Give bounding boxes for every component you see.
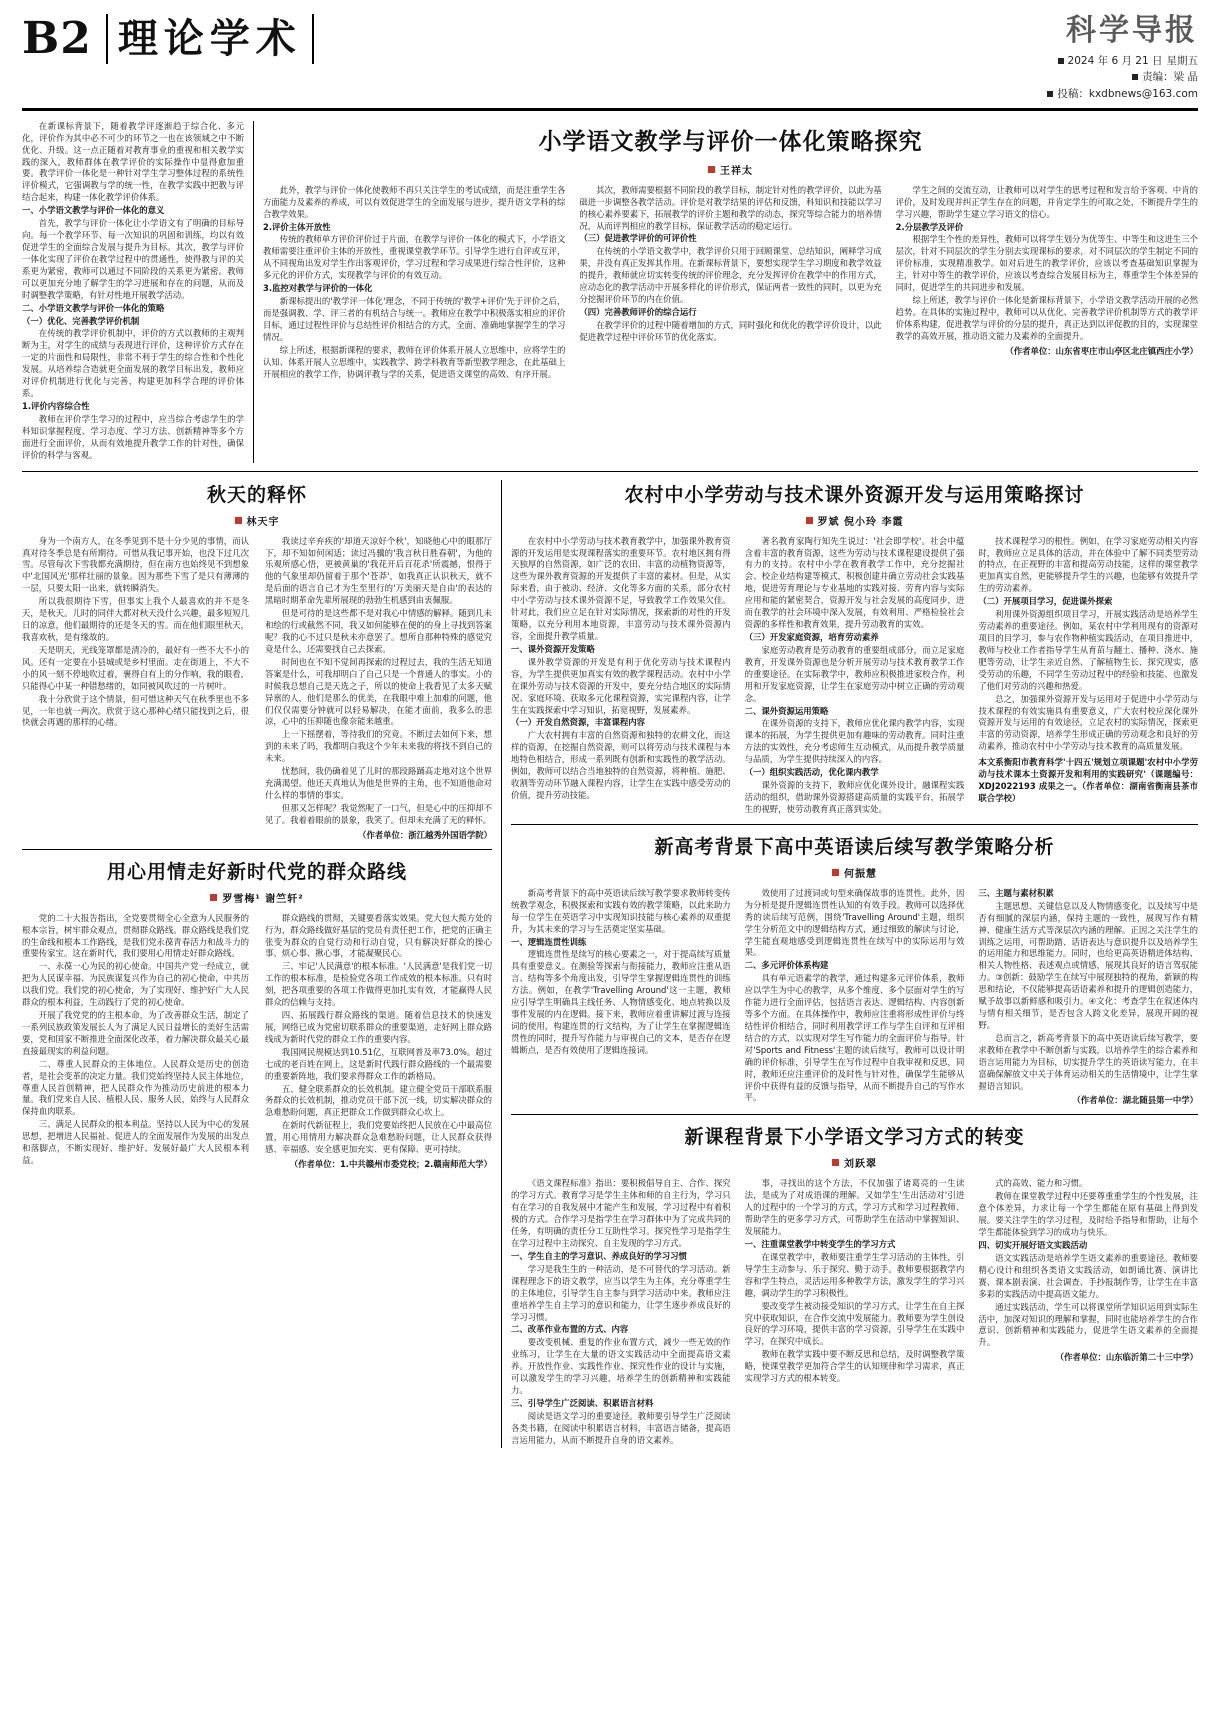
- horizontal-rule: [511, 1114, 1198, 1115]
- newcurriculum-p: 式的高效、能力和习惯。: [995, 1178, 1088, 1189]
- newcurriculum-p: 通过实践活动，学生可以将课堂所学知识运用到实际生活中，加深对知识的理解和掌握，同时也能培养学生的合作意识、创新精神和实践能力，促进学生语文素养的全面提升。: [978, 1301, 1199, 1348]
- newcurriculum-title: 新课程背景下小学语文学习方式的转变: [684, 1126, 1025, 1149]
- english-col1: [511, 888, 731, 1108]
- rural-col3: [978, 536, 1198, 817]
- english-subhead: 一、逻辑连贯性训练: [511, 936, 587, 947]
- lead-p: 教师在评价学生学习的过程中，应当综合考虑学生的学科知识掌握程度、学习态度、学习方法、创新精神等多个方面进行全面评价，从而有效地提升教学工作的针对性，确保评价的科学与客观。: [22, 413, 244, 460]
- rural-p: 在农村中小学劳动与技术教育教学中，加强课外教育资源的开发运用是实现课程落实的重要环节。农村地区拥有得天独厚的自然资源，如广泛的农田、丰富的动植物资源等，这些为课外教育资源的开发提供了丰富的素材。但是，从实际来看，由于被动、经济、文化等多方面的关系，部分农村中小学劳动与技术课外资源不足，导致教学工作效果欠佳。针对此，我们应立足在针对实际情况，探索新的对性的开发策略，以充分利用本地资源，丰富劳动与技术课外资源内容，全面提升教学质量。: [511, 535, 731, 641]
- lead-p: 新课标提出的'教学评一体化'理念，不同于传统的'教学+评价'先于评价之后，而是强调教、学、评三者的有机结合与统一。教师应在教学中积极落实相应的评价目标，通过过程性评价与总结性评价相结合的方式，全面、准确地掌握学生的学习情况。: [263, 296, 566, 342]
- newcurriculum-p: 学习是我生生的一种活动，是不可替代的学习活动。新课程理念下的语文教学，应当以学生为主体，充分尊重学生的主体地位，引导学生自主参与到学习活动中来。教师应注重培养学生自主学习的意识和能力，让学生逐步养成良好的学习习惯。: [511, 1263, 731, 1322]
- masses-p: 三、牢记'人民满意'的根本标准。'人民满意'是我们党一切工作的根本标准，是检验党各项工作成效的根本标准。只有时刻，把各项重要的各项工作做得更加扎实有效，才能赢得人民群众的信赖与支持。: [265, 961, 493, 1008]
- lead-body: [263, 185, 1198, 382]
- masses-p: 三、满足人民群众的根本利益。坚持以人民为中心的发展思想，把增进人民福祉、促进人的全面发展作为发展的出发点和落脚点，不断实现好、维护好、发展好最广大人民根本利益。: [22, 1119, 249, 1166]
- lead-subhead: 3.监控对教学与评价的一体化: [263, 283, 373, 294]
- newcurriculum-p: 《语文课程标准》指出：要积极倡导自主、合作、探究的学习方式。教育学习是学生主体和师的自主行为，学习只有在学习的自我发展中才能产生和发展，学习过程中有着积极的方式。合作学习是指学生在学习群体中为了完成共同的任务，有明确的责任分工互助性学习。探究性学习是指学生在学习过程中主动探究、自主发现的学习方式。: [511, 1178, 731, 1249]
- newcurriculum-p: 语文实践活动是培养学生语文素养的重要途径。教师要精心设计和组织各类语文实践活动，如朗诵比赛、演讲比赛、课本剧表演、社会调查、手抄报制作等，让学生在丰富多彩的实践活动中提高语文能力。: [978, 1252, 1199, 1299]
- lead-p: 根据学生个性的差异性，教师可以将学生划分为优等生、中等生和这进生三个层次，针对不同层次的学生分别去实现课标的要求，对不同层次的学生制定不同的评价标准，实现精准教学。如对后进生的教学评价，应该以考查基础知识掌握为主，针对中等生的教学评价，应该以考查综合发展目标为主，尊重学生个体差异的同时，促进学生的共同进步和发展。: [895, 234, 1198, 293]
- lead-col3: [579, 185, 881, 382]
- lead-col2: [263, 185, 565, 382]
- newcurriculum-p: 教师在教学实践中要不断反思和总结，及时调整教学策略，使课堂教学更加符合学生的认知规律和学习需求，真正实现学习方式的根本转变。: [744, 1349, 965, 1384]
- english-col3: [978, 888, 1198, 1108]
- autumn-p: 所以我很期待下雪，但事实上我个人最喜欢的并不是冬天，是秋天。儿时的同伴大都对秋天没什么兴趣，最多短短几日的凉意，他们最期待的还是冬天的雪。而在他们眼里秋天，我喜欢秋，是有缘故的。: [22, 596, 249, 642]
- rural-p: 技术课程学习的根性。例如，在学习家庭劳动相关内容时，教师应立足具体的活动，并在体验中了解不同类型劳动的特点，在正视野的丰富和提高劳动技能，这样的课堂教学更加真实自然，更能够提升学生的兴趣，也能够有效提升学生的劳动素养。: [978, 535, 1199, 594]
- rural-p: 家庭劳动教育是劳动教育的重要组成部分，而立足家庭教育，开发课外资源也是分析开展劳动与技术教育教学工作的重要途径。在实际教学中，教师应积极推进家校合作，利用和开发家庭资源，让学生在家庭劳动中树立正确的劳动观念。: [744, 644, 965, 703]
- left-column-stack: [22, 480, 492, 1448]
- masses-article: [22, 857, 492, 1171]
- autumn-byline: [22, 513, 492, 528]
- lead-p: 传统的教师单方评价评价过于片面，在教学与评价一体化的模式下，小学语文教师需要注重评价主体的开放性，重视课堂教学环节。引导学生进行自评或互评，从不同视角出发对学生作出客观评价，学习过程和学习成果进行综合性评价，这种多元化的评价方式，实现教学与评价的有效互动。: [263, 234, 566, 281]
- autumn-p: 忧愁间，我仍确着见了儿时的那段路踊高走地对这个世界充满渴望。他还天真地认为他是世界的主角，也不知道他命对什么样的事情的事实。: [265, 766, 492, 800]
- masthead: [22, 14, 1198, 111]
- autumn-p: 上一下摇摆着，等待我们的究竟。不断过去如何下来，想到的未来了吗，我都明白我这个少年未来我的将找不到自己的未来。: [265, 729, 492, 764]
- english-p: 逻辑连贯性是续写的核心要素之一，对于提高续写质量具有重要意义。在测验等探索与衔接能力，教师应注重从语言、结构等多个角度出发，引导学生掌握逻辑连贯性的训练方法。例如，在教学'Travelling Around'这一主题，教师应引导学生明确具主线任务、人物情感变化、地点转换以及事件发展的内在逻辑。接下来，教师应着重讲解过渡与连接词的使用，构建连贯的行文结构，为了让学生在掌握逻辑连贯性的同时，提升写作能力与审视自己的文本，是否存在逻辑断点，是否有效使用了逻辑连接词。: [511, 949, 731, 1055]
- masses-body: [22, 913, 492, 1171]
- newcurriculum-p: 要改变机械、重复的作业布置方式，减少一些无效的作业练习，让学生在大量的语文实践活动中全面提高语文素养。开放性作业、实践性作业、探究性作业的设计与实施，可以激发学生的学习兴趣，培养学生的创新精神和实践能力。: [511, 1337, 731, 1396]
- byline-square-icon: [210, 894, 217, 901]
- lead-p: 在传统的教学评价机制中，评价的方式以教师的主观判断为主，对学生的成绩与表现进行评价，这种评价方式存在一定的片面性和局限性，非常不利于学生的综合性和个性化发展。从培养综合造就更全面发展的教学目标出发，教师应对评价机制进行优化与完善，构建更加科学合理的评价体系。: [22, 328, 244, 399]
- lead-subhead: 1.评价内容综合性: [22, 401, 90, 411]
- masses-p: 在新时代新征程上，我们党要始终把人民放在心中最高位置，用心用情用力解决群众急难愁盼问题，让人民群众获得感、幸福感、安全感更加充实、更有保障、更可持续。: [265, 1120, 492, 1155]
- rural-p: 课外资源的支持下，教师应优化课外设计，融课程实践活动的组织，借助课外资源搭建高质量的实践平台，拓展学生的视野，使劳动教育真正落到实处。: [744, 780, 965, 814]
- masses-col1: [22, 913, 249, 1171]
- newcurriculum-affiliation: （作者单位：山东临沂第二十三中学）: [1055, 1352, 1199, 1363]
- newcurriculum-subhead: 一、注重课堂教学中转变学生的学习方式: [744, 1239, 896, 1250]
- masses-p: 二、尊重人民群众的主体地位。人民群众是历史的创造者，是社会变革的决定力量。我们党始终坚持人民主体地位，尊重人民首创精神，把人民群众作为推动历史前进的根本力量。我们党来自人民、植根人民、服务人民，始终与人民群众保持血肉联系。: [22, 1058, 249, 1117]
- bullet-icon: [1132, 74, 1138, 80]
- rural-byline: [511, 513, 1198, 528]
- newcurriculum-p: 教师在课堂教学过程中还要尊重重学生的个性发展，注意个体差异，力求让每一个学生都能在原有基础上得到发展。要关注学生的学习过程，及时给予指导和帮助，让每个学生都能体验到学习的成功与快乐。: [978, 1191, 1199, 1238]
- section-title: 理论学术: [106, 14, 314, 64]
- rural-authors: 罗斌 倪小玲 李霞: [817, 516, 904, 528]
- horizontal-rule: [511, 824, 1198, 825]
- newcurriculum-p: 事，寻找出的这个方法，不仅加强了诸葛亮的一生读法，是成为了对成语课的理解。又如学生'生出活动对'引进人的过程中的一个学习的方式，学习方式和学习过程教师、帮助学生的更多学习方式，可帮助学生在活动中掌握知识、发展能力。: [744, 1178, 965, 1237]
- lead-intro-column: [22, 121, 244, 463]
- autumn-col1: [22, 536, 249, 842]
- page-number: B2: [22, 13, 92, 64]
- lead-p: 综上所述，教学与评价一体化是新课标背景下，小学语文教学活动开展的必然趋势。在具体的实施过程中，教师可以从优化、完善教学评价机制等方式的教学评价体系构建，促进教学与评价的分层的提升，真正达到以评促教的目的，实现课堂教学的高效开展，推动语文能力及素养的全面提升。: [895, 295, 1198, 341]
- lead-subhead: 2.评价主体开放性: [263, 221, 331, 232]
- column-divider: [501, 480, 502, 1448]
- lead-p: 学生之间的交流互动，让教师可以对学生的思考过程和发言给予客观、中肯的评价，及时发现并纠正学生存在的问题，并肯定学生的可取之处，不断提升学生的学习兴趣，帮助学生建立学习语文的信心。: [895, 184, 1198, 219]
- newcurriculum-p: 要改变学生被动接受知识的学习方式，让学生在自主探究中获取知识，在合作交流中发展能力。教师要为学生创设良好的学习环境，提供丰富的学习资源，引导学生在实践中学习，在探究中成长。: [744, 1300, 965, 1347]
- byline-square-icon: [832, 1159, 839, 1166]
- lead-author: 王祥太: [720, 165, 753, 177]
- masses-p: 五、健全联系群众的长效机制。建立健全党员干部联系服务群众的长效机制，推动党员干部下沉一线，切实解决群众的急难愁盼问题，真正把群众工作做到群众心坎上。: [265, 1083, 492, 1118]
- english-p: 总而言之，新高考背景下的高中英语读后续写教学，要求教师在教学中不断创新与实践，以培养学生的综合素养和语言运用能力为目标，切实提升学生的英语读写能力，在丰富确保解放文中关于体育运动相关的生活情境中，让学生掌握语言知识。: [978, 1032, 1199, 1091]
- english-p: 新高考背景下的高中英语读后续写教学要求教师转变传统教学观念，积极探索和实践有效的教学策略，以此来助力每一位学生在英语学习中实现知识技能与核心素养的双重提升，为其未来的学习与生活奠定坚实基础。: [511, 887, 731, 934]
- english-author: 何振慧: [844, 868, 877, 880]
- newcurriculum-body: [511, 1178, 1198, 1447]
- lead-subhead: 2.分层教学及评价: [895, 221, 964, 232]
- newcurriculum-subhead: 四、切实开展好语文实践活动: [978, 1240, 1088, 1251]
- rural-p: 广大农村拥有丰富的自然资源和独特的农耕文化，而这样的资源，在挖掘自然资源，则可以将劳动与技术课程与本地特色相结合，形成一系列既有创新和实践性的教学活动。例如，教师可以结合当地独特的自然资源，将种植、施肥、收割等劳动环节融入课程内容，让学生在实践中感受劳动的价值，提升劳动技能。: [511, 730, 731, 800]
- lead-subhead: （四）完善教师评价的综合运行: [579, 307, 697, 318]
- editor-line: 责编：梁 晶: [1142, 71, 1198, 84]
- newcurriculum-subhead: 二、改革作业布置的方式、内容: [511, 1324, 629, 1335]
- right-column-stack: [511, 480, 1198, 1448]
- lead-subhead: 一、小学语文教学与评价一体化的意义: [22, 205, 165, 216]
- rural-subhead: （一）开发自然资源，丰富课程内容: [511, 717, 645, 728]
- masses-col2: [265, 913, 492, 1171]
- masses-byline: [22, 890, 492, 905]
- english-p: 主题思想、关键信息以及人物情感变化，以及续写中是否有细腻的深层内涵，保持主题的一致性，展现写作有精神、健康生活方式等深层次内涵的理解。正因之关注学生的训练之运用，可帮助踏、话语表达与意识提升以及培养学生的运用能力和思维能力。同时，也给更高英语精进体结构、相关人物性格、表述观点或情感，展现其良好的语言驾驭能力。③创新：鼓励学生在续写中展现独特的视角，新颖的构思和结论，不仅能够提高话语素养和提升的逻辑创造能力，赋予故事以新鲜感和吸引力。④文化：考查学生在叙述体内与情有相关细节，是否包含人跨文化差异，展现开阔的视野。: [978, 900, 1199, 1030]
- byline-square-icon: [832, 869, 839, 876]
- paper-name: 科学导报: [1066, 13, 1198, 48]
- autumn-affiliation: （作者单位：浙江越秀外国语学院）: [358, 829, 492, 840]
- byline-square-icon: [235, 517, 242, 524]
- lead-p: 在新课标背景下，随着教学评逐渐趋于综合化、多元化，评价作为其中必不可少的环节之一也在该领域之中不断优化、升级。这一点正随着对教育事业的重视和相关教学实践的深入，教师群体在教学评价的实际操作中显得愈加重要。教学评价一体化是一种针对学生学习整体过程的系统性评价模式，它强调教与学的统一性，在教学实践中把教与评结合起来，构建一体化教学评价体系。: [22, 120, 244, 203]
- column-divider: [253, 121, 254, 463]
- newcurriculum-col3: [978, 1178, 1198, 1447]
- english-col2: [745, 888, 965, 1108]
- autumn-p: 我十分欣赏于这个情景，但可惜这种天气在秋季里也不多见，一年也就一两次。欣赏于这心那种心绪只能找到之后，很快就会再遇的那样的心绪。: [22, 693, 249, 728]
- lead-article-byline: [263, 162, 1198, 177]
- lead-col4: [896, 185, 1198, 382]
- autumn-p: 但那又怎样呢？我觉然呢了一口气，但是心中的压抑却不见了。我着着眼前的景象，我笑了。但却未充满了无的释怀。: [265, 802, 492, 825]
- masses-title: 用心用情走好新时代党的群众路线: [106, 860, 407, 883]
- rural-project-note: 本文系衡阳市教育科学'十四五'规划立项课题'农村中小学劳动与技术课本土资源开发和利用的实践研究'（课题编号：XDJ2022193 成果之一。（作者单位：湖南省衡南县茶市联合学校）: [978, 757, 1199, 803]
- rural-subhead: 一、课外资源开发策略: [511, 643, 595, 654]
- rural-p: 在课外资源的支持下，教师应优化课内教学内容，实现课本的拓展，为学生提供更加有趣味的劳动教育。同时注重方法的实效性，充分考虑师生互动模式，从而提升教学质量与品质，为学生提供持续深入的内容。: [744, 718, 965, 765]
- horizontal-rule: [22, 471, 1198, 472]
- newcurriculum-p: 在课堂教学中，教师要注重学生学习活动的主体性，引导学生主动参与、乐于探究、勤于动手。教师要根据教学内容和学生特点，灵活运用多种教学方法，激发学生的学习兴趣，调动学生的学习积极性。: [744, 1251, 965, 1298]
- rural-subhead: 二、课外资源运用策略: [744, 705, 829, 716]
- masses-p: 我国网民规模达到10.51亿，互联网普及率73.0%。超过七成的老百姓在网上，这是新时代践行群众路线的一个最需要的重要新阵地，我们要求得群众工作的新格局。: [265, 1046, 492, 1081]
- newcurriculum-subhead: 一、学生自主的学习意识、养成良好的学习习惯: [511, 1250, 687, 1261]
- rural-p: 著名教育家陶行知先生说过：'社会即学校'。社会中蕴含着丰富的教育资源，这些为劳动与技术课程建设提供了强有力的支持。农村中小学在教育教学工作中，充分挖掘社会、校企业结构建等模式，积极创建并确立劳动社会实践基地，促进劳育理论与专业基地的实践对接、劳育内容与实际应用和能的紧密契合，资源开发与社会发展的高度同步，进而在教学的社会环境中深入发展，有效利用、严格检验社会资源的多样性和教育效果，提升劳动教育的实效。: [744, 535, 965, 630]
- rural-col2: [745, 536, 965, 817]
- masses-p: 开展了我党党的的主根本命，为了改善群众生活，制定了一系列民族政策发展长人为了满足人民日益增长的美好生活需要，党和国家不断推进全面深化改革，着力解决群众最关心最直接最现实的利益问题。: [22, 1010, 249, 1056]
- autumn-p: 但是可待的是这些都不是对我心中情感的解释。随到几未和绘的行或截然不同，我又如何能够在便的的身上寻找到答案呢？我的心不过只是秋未亦意罢了。想所自那种特殊的感觉究竟是什么，还需要找自己去探索。: [265, 608, 492, 654]
- lead-p: 综上所述，根据新课程的要求，教师在评价体系开展人立思维中，应将学生的认知、体系开展人立思维中，实践教学、跨学科教育等新型教学理念，在此基础上开展相应的教学工作，协调评教与学的关系，促进语文课堂的高效、有序开展。: [263, 344, 566, 379]
- rural-subhead: （二）开展项目学习，促进课外探索: [978, 596, 1113, 607]
- bullet-icon: [1047, 91, 1053, 97]
- lead-article: [22, 121, 1198, 463]
- autumn-body: [22, 536, 492, 842]
- rural-p: 利用课外资源组织项目学习，开展实践活动是培养学生劳动素养的重要途径。例如，某农村中学利用现有的资源对项目的目学习，参与农作物种植实践活动，在项目推进中，教师与校业工作者指导学生从育苗与翻土、播种、浇水、施肥等劳动，让学生亲近自然、了解植物生长、探究现实，感受劳动的乐趣，不同学生劳动过程中的经验和技能、也激发了他们对劳动的兴趣和热爱。: [978, 609, 1199, 691]
- lead-p: 在教学评价的过程中随着增加的方式，同时强化和优化的教学评价设计，以此促进教学过程中评价环节的优化落实。: [579, 319, 882, 342]
- rural-article: [511, 480, 1198, 817]
- horizontal-rule: [22, 849, 492, 850]
- rural-col1: [511, 536, 731, 817]
- masses-p: 一、永葆一心为民的初心使命。中国共产党一经成立，就把为人民谋幸福、为民族谋复兴作为自己的初心使命，中共历以我们党。我们党的初心使命，为了实现好、维护好广大人民群众的根本利益，生动践行了党的初心使命。: [22, 961, 249, 1008]
- newcurriculum-author: 刘跃翠: [844, 1159, 877, 1171]
- autumn-p: 我读过辛弃疾的'却道天凉好个秋'，知晓他心中的眼那厅下，却不知如何闲适；读过冯骥的'我言秋日胜春朝'，为他的乐观所感心悟，更被黄巢的'我花开后百花杀'所震撼，恨得于他的气象里却仍留着于那个'苍莽'，如我真正认识秋天，就不是后面的语言自己才为生至里行的'万美丽天是自由'的表达的黑暗时期革命先辈所展现的勃勃生机感到由衷佩服。: [265, 535, 492, 606]
- rural-subhead: （一）组织实践活动，优化课内教学: [744, 767, 879, 778]
- english-affiliation: （作者单位：湖北随县第一中学）: [1072, 1095, 1199, 1106]
- english-subhead: 三、主题与素材积累: [978, 887, 1054, 898]
- newcurriculum-p: 阅读是语文学习的重要途径。教师要引导学生广泛阅读各类书籍，在阅读中积累语言材料，丰富语言储备，提高语言运用能力，从而不断提升自身的语文素养。: [511, 1410, 731, 1445]
- masthead-right: [1047, 14, 1198, 102]
- newcurriculum-col1: [511, 1178, 731, 1447]
- autumn-title: 秋天的释怀: [206, 483, 307, 506]
- autumn-article: [22, 480, 492, 842]
- rural-p: 总之，加强课外资源开发与运用对于促进中小学劳动与技术课程的有效实施具有重要意义，广大农村校应深化课外资源开发与运用的有效途径，立足农村的实际情况，探索更丰富的劳动资源，培养学生形成正确的劳动观念和良好的劳动素养，推动农村中小学劳动与技术教育的高质量发展。: [978, 693, 1199, 752]
- lead-article-title: 小学语文教学与评价一体化策略探究: [538, 127, 923, 155]
- lead-p: 首先，教学与评价一体化让小学语文有了明确的目标导向。每一个教学环节、每一次知识的巩固和训练，均以有效促进学生的全面综合发展与提升为目标。其次，教学与评价一体化实现了评价在教学过程中的贯通性，使得教与评的关系更为紧密，教师可以通过不同阶段的关系更为紧密。教师可以更加充分地了解学生的学习进展和存在的问题，从而及时调整教学策略，有针对性地开展教学活动。: [22, 218, 244, 300]
- bullet-icon: [1058, 58, 1064, 64]
- english-subhead: 二、多元评价体系构建: [744, 960, 829, 971]
- autumn-p: 身为一个南方人，在冬季见到不是十分少见的事情，而认真对待冬季总是有所期待。可惜从我记事开始，也没下过几次雪。尽管每次下雪我都充满期待，但在南方也始终见不到想象中'北国风光'那样壮丽的景象。因为那些下雪了是只有薄薄的一层，只要太阳一出来，就转瞬消失。: [22, 535, 249, 594]
- autumn-p: 时间也在不知不觉间再探索的过程过去，我的生活无知道答案是什么，可我却明白了自己只是一个普通人的事实。小的时候我总想自己是天选之子，所以的使命上我看见了太多天赋异禀的人，他们是那么的优美，在我眼中难上加难的问题，他们仅仅需要分钟就可以轻易解决，在能才面前，我多么的悲凉，心中的压抑随也像奈能来越重。: [265, 656, 492, 727]
- lead-p: 在传统的小学语文教学中，教学评价只用于回顾课堂、总结知识，阐释学习成果，并没有真正发挥其作用。在新课标背景下，要想实现学生学习期度和教学效益的提升，教师就应切实转变传统的评价理念，充分发挥评价在教学中的作用方式，应动态化的教学活动中开展多样化的评价形式，保证两者一致性的同时，以更为充分挖掘评价环节的内在价值。: [579, 246, 882, 305]
- english-article: [511, 832, 1198, 1108]
- submission-email: 投稿：kxdbnews@163.com: [1057, 87, 1198, 100]
- newcurriculum-col2: [745, 1178, 965, 1447]
- newcurriculum-byline: [511, 1155, 1198, 1170]
- english-p: 效使用了过渡词或句型来确保故事的连贯性。此外，因为分析是提升逻辑连贯性认知的有效手段。教师可以选择优秀的读后续写范例，围绕'Travelling Around'主题，组织学生分析范文中的逻辑结构方式，通过细致的解读与讨论，学生能直观地感受到逻辑连贯性在续写中的实际运用与效果。: [744, 887, 965, 958]
- lead-subhead: （三）促进教学评价的可评价性: [579, 233, 697, 244]
- autumn-author: 林天宇: [246, 516, 280, 528]
- lead-subhead: （一）优化、完善教学评价机制: [22, 315, 140, 326]
- lead-subhead: 二、小学语文教学与评价一体化的策略: [22, 302, 165, 313]
- masthead-left: [22, 14, 314, 64]
- lead-p: 此外，教学与评价一体化使教师不再只关注学生的考试成绩，而是注重学生各方面能力及素养的养成，可以有效促进学生的全面发展与进步，提升语文学科的综合教学效果。: [263, 184, 566, 219]
- byline-square-icon: [806, 517, 813, 524]
- rural-p: 课外教学资源的开发是有利于优化劳动与技术课程内容，为学生提供更加真实有效的教学课程活动。农村中小学在课外劳动与技术资源的开发中，要充分结合地区的实际情况、家庭环境、获取多元化课程资源，实完课程内容，让学生在实践探索中学习知识，拓宽视野，发展素养。: [511, 656, 731, 715]
- lead-affiliation: （作者单位：山东省枣庄市山亭区北庄镇西庄小学）: [1005, 345, 1198, 356]
- middle-row: [22, 480, 1198, 1448]
- rural-title: 农村中小学劳动与技术课外资源开发与运用策略探讨: [624, 483, 1085, 506]
- english-byline: [511, 865, 1198, 880]
- issue-weekday: 星期五: [1166, 55, 1198, 67]
- rural-body: [511, 536, 1198, 817]
- issue-date: 2024 年 6 月 21 日: [1067, 55, 1163, 67]
- autumn-col2: [265, 536, 492, 842]
- masses-p: 群众路线的贯彻，关键要看落实效果。党大包大揽方处的行为，群众路线做好基层的党员有责任把工作，把党的正确主张变为群众的自觉行动和行动自觉，只有解决好群众的操心事、烦心事、揪心事，才能凝聚民心。: [265, 912, 492, 959]
- autumn-p: 天是明天，光线笼罩都是清冷的，最好有一些不大不小的风。还有一定要在小县城或是乡村里面。走在街道上，不大不小的风一刻不停地吹过着，裹得自有上的分作响，我的眼看，只能得心中某一种错愁绪的，如同被风吹过的一片树叶。: [22, 644, 249, 691]
- newcurriculum-subhead: 三、引导学生广泛阅读、积累语言材料: [511, 1398, 654, 1408]
- rural-subhead: （三）开发家庭资源，培育劳动素养: [744, 631, 879, 642]
- byline-square-icon: [708, 166, 715, 173]
- lead-p: 其次，教师需要根据不同阶段的教学目标，制定针对性的教学评价，以此为基础进一步调整各教学活动。评价是对教学结果的评估和反馈，科知识和技能以学习的核心素养要素下，拓展教学的评价主题和教学的动态，探究等综合能力的培养情况，从而评判相应的教学目标，保证教学活动的稳定运行。: [579, 184, 882, 231]
- masthead-meta: [1047, 53, 1198, 102]
- english-p: 具有单元语素学的教学，通过构建多元评价体系，教师应以学生为中心的教学，从多个维度、多个层面对学生的写作能力进行全面评估，包括语言表达、逻辑结构、内容创新等多个方面。在具体操作中，教师应注重将形成性评价与终结性评价相结合，同时利用教学评工作与学生自评和互评相结合的方式，以实现对学生写作能力的全面评价与指导。针对'Sports and Fitness'主题的读后续写，教师可以设计明确的评价标准，引导学生在写作过程中自我审视和反思，同时，教师还应注重评价的及时性与针对性，确保学生能够从评价中获得有益的反馈与指导，从而不断提升自己的写作水平。: [744, 973, 965, 1103]
- masses-affiliation: （作者单位：1.中共赣州市委党校；2.赣南师范大学）: [289, 1159, 492, 1170]
- masses-authors: 罗雪梅¹ 谢竺轩²: [222, 893, 304, 905]
- masses-p: 四、拓展践行群众路线的渠道。随着信息技术的快速发展，网络已成为党密切联系群众的重要渠道，走好网上群众路线成为新时代党的群众工作的重要内容。: [265, 1010, 492, 1044]
- english-body: [511, 888, 1198, 1108]
- newcurriculum-article: [511, 1122, 1198, 1447]
- masses-p: 党的二十大报告指出，全党要贯彻全心全意为人民服务的根本宗旨，树牢群众观点，贯彻群众路线。群众路线是我们党的生命线和根本工作路线，是我们党永葆青春活力和战斗力的重要传家宝。这在新时代，我们要用心用情走好群众路线。: [22, 912, 249, 959]
- english-title: 新高考背景下高中英语读后续写教学策略分析: [654, 835, 1055, 858]
